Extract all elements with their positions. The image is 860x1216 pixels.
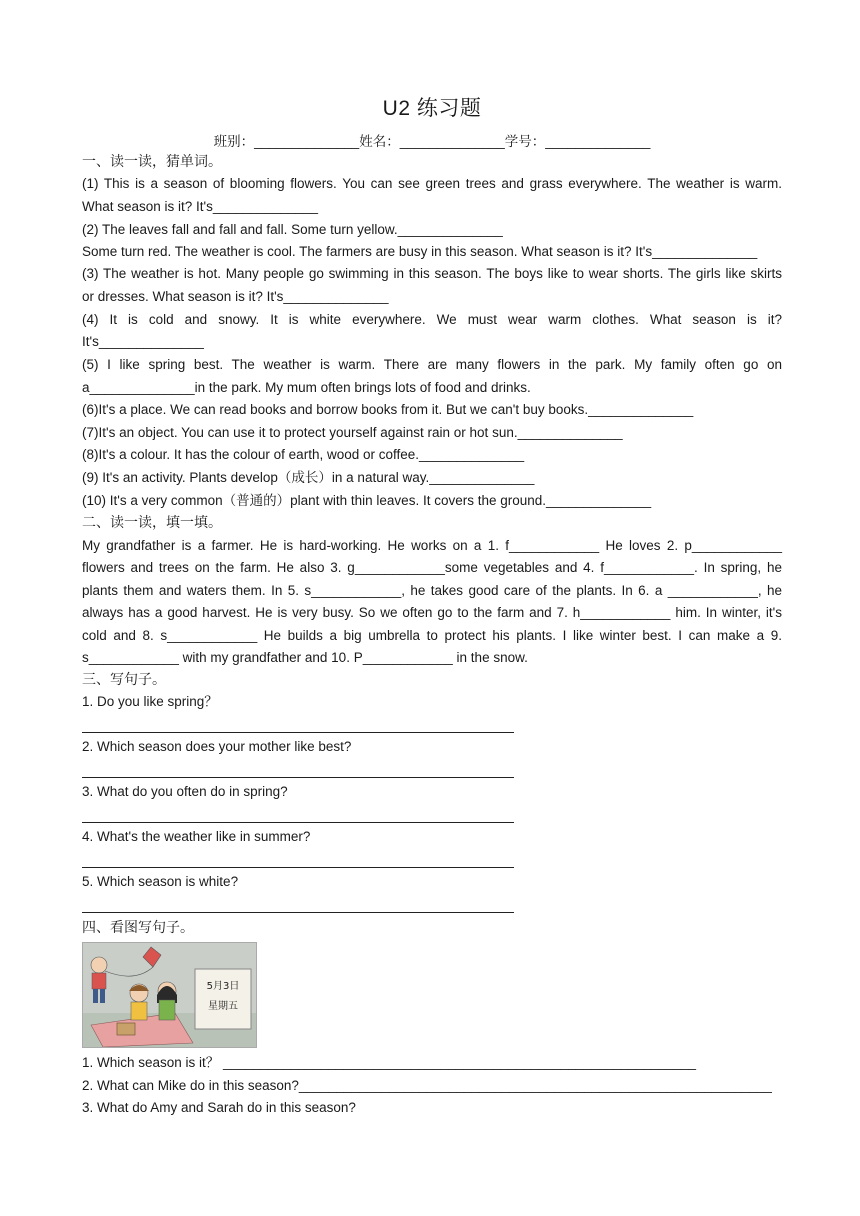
part1-line: (9) It's an activity. Plants develop（成长）in a natural way.______________ bbox=[82, 470, 535, 485]
answer-line[interactable] bbox=[82, 822, 514, 823]
answer-line[interactable] bbox=[82, 912, 514, 913]
section-4-heading: 四、看图写句子。 bbox=[82, 920, 194, 936]
part1-line: (8)It's a colour. It has the colour of earth, wood or coffee.______________ bbox=[82, 447, 525, 462]
question: 1. Do you like spring？ bbox=[82, 694, 218, 709]
part2-line: My grandfather is a farmer. He is hard-working. He works on a 1. f____________ He loves 2. p____________ bbox=[82, 538, 782, 553]
part2-line: cold and 8. s____________ He builds a big umbrella to protect his plants. I like winter best. I can make a 9. bbox=[82, 628, 782, 643]
question: 5. Which season is white? bbox=[82, 874, 239, 889]
part1-line: It's______________ bbox=[82, 334, 204, 349]
part1-line: What season is it? It's______________ bbox=[82, 199, 318, 214]
question: 3. What do you often do in spring? bbox=[82, 784, 288, 799]
student-info-line: 班别：______________姓名：______________学号：______________ bbox=[213, 134, 651, 149]
answer-line[interactable] bbox=[82, 777, 514, 778]
part1-line: Some turn red. The weather is cool. The farmers are busy in this season. What season is it? It's______________ bbox=[82, 244, 758, 259]
part1-line: (1) This is a season of blooming flowers. You can see green trees and grass everywhere. The weather is warm. bbox=[82, 176, 782, 191]
part1-line: (3) The weather is hot. Many people go swimming in this season. The boys like to wear shorts. The girls like skirts bbox=[82, 266, 782, 281]
answer-line[interactable] bbox=[82, 867, 514, 868]
picnic-illustration bbox=[83, 943, 256, 1047]
section-3-heading: 三、写句子。 bbox=[82, 672, 166, 688]
part2-line: plants them and waters them. In 5. s____________, he takes good care of the plants. In 6. a ____________, he bbox=[82, 583, 782, 598]
question: 3. What do Amy and Sarah do in this season? bbox=[82, 1100, 356, 1115]
part1-line: (4) It is cold and snowy. It is white everywhere. We must wear warm clothes. What season is it? bbox=[82, 312, 782, 327]
page-title: U2 练习题 bbox=[382, 97, 482, 120]
question: 2. What can Mike do in this season?_______________________________________________________________ bbox=[82, 1078, 772, 1093]
calendar-weekday: 星期五 bbox=[208, 1001, 238, 1012]
part1-line: (5) I like spring best. The weather is warm. There are many flowers in the park. My family often go on bbox=[82, 357, 782, 372]
part1-line: (2) The leaves fall and fall and fall. Some turn yellow.______________ bbox=[82, 222, 503, 237]
part1-line: (7)It's an object. You can use it to protect yourself against rain or hot sun.______________ bbox=[82, 425, 623, 440]
picnic-picture bbox=[82, 942, 257, 1048]
part1-line: (10) It's a very common（普通的）plant with thin leaves. It covers the ground.______________ bbox=[82, 493, 652, 508]
part1-line: a______________in the park. My mum often brings lots of food and drinks. bbox=[82, 380, 531, 395]
part2-line: always has a good harvest. He is very busy. So we often go to the farm and 7. h____________ him. In winter, it's bbox=[82, 605, 782, 620]
answer-line[interactable] bbox=[82, 732, 514, 733]
part2-line: s____________ with my grandfather and 10. P____________ in the snow. bbox=[82, 650, 528, 665]
part2-line: flowers and trees on the farm. He also 3. g____________some vegetables and 4. f____________. In spring, he bbox=[82, 560, 782, 575]
question: 1. Which season is it？ _______________________________________________________________ bbox=[82, 1055, 697, 1070]
calendar-date: 5月3日 bbox=[206, 981, 240, 992]
section-2-heading: 二、读一读，填一填。 bbox=[82, 515, 222, 531]
section-1-heading: 一、读一读，猜单词。 bbox=[82, 154, 222, 170]
question: 4. What's the weather like in summer? bbox=[82, 829, 311, 844]
question: 2. Which season does your mother like best? bbox=[82, 739, 352, 754]
part1-line: (6)It's a place. We can read books and borrow books from it. But we can't buy books.______________ bbox=[82, 402, 694, 417]
part1-line: or dresses. What season is it? It's______________ bbox=[82, 289, 389, 304]
